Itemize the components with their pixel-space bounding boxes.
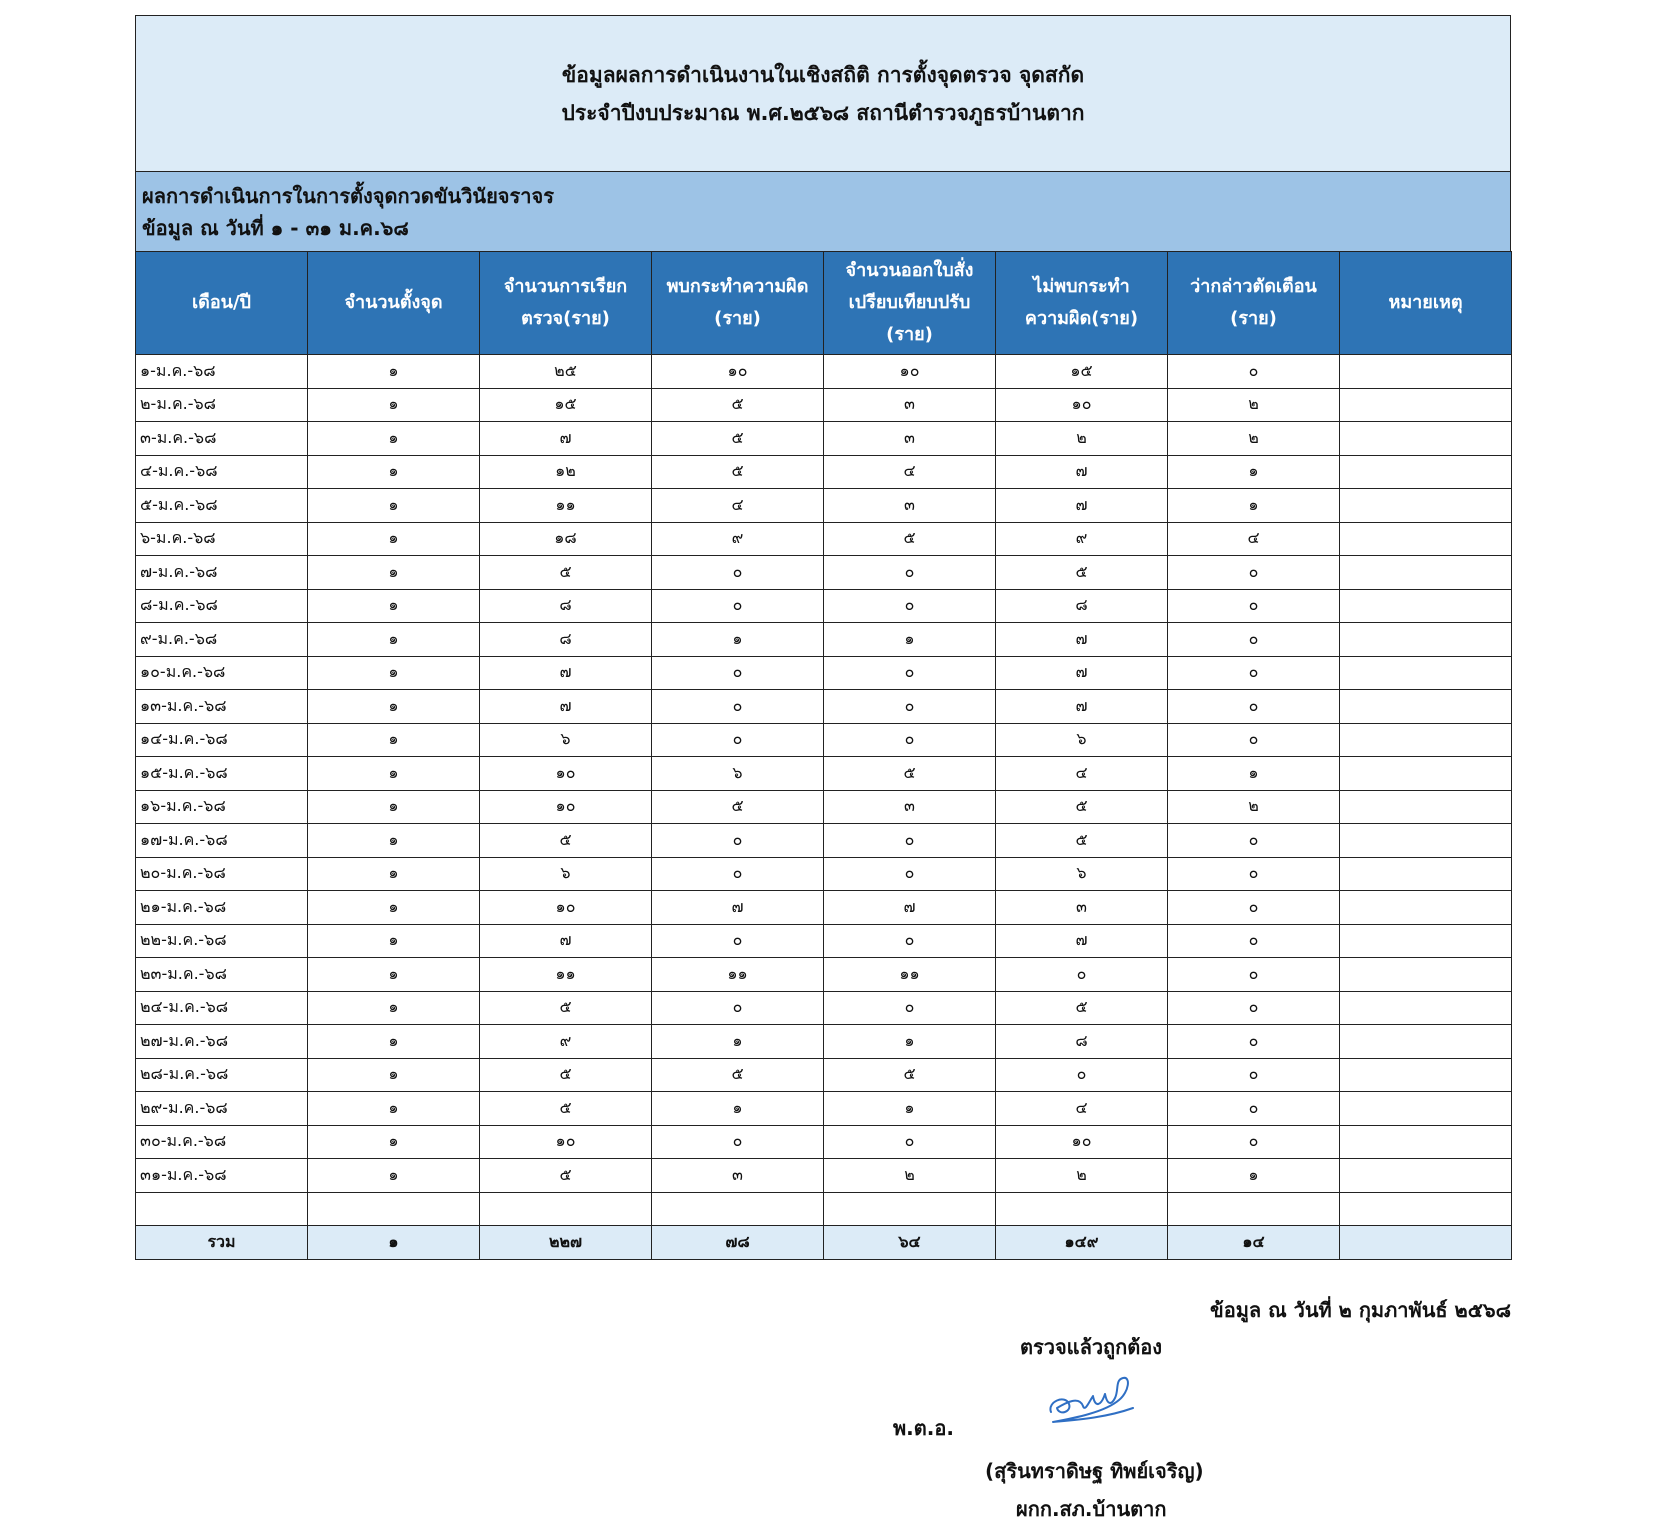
- table-cell: [1340, 522, 1512, 556]
- table-cell: ๑: [308, 522, 480, 556]
- table-cell: ๑: [308, 1025, 480, 1059]
- table-cell: ๑: [308, 656, 480, 690]
- table-cell: ๔: [824, 455, 996, 489]
- subheading-line-2: ข้อมูล ณ วันที่ ๑ - ๓๑ ม.ค.๖๘: [142, 216, 409, 240]
- table-cell: ๑: [308, 556, 480, 590]
- table-cell: ๓: [996, 891, 1168, 925]
- date-cell: ๑๗-ม.ค.-๖๘: [136, 824, 308, 858]
- table-cell: ๓: [824, 422, 996, 456]
- table-cell: ๒๕: [480, 355, 652, 389]
- table-cell: ๘: [996, 589, 1168, 623]
- date-cell: ๙-ม.ค.-๖๘: [136, 623, 308, 657]
- total-cell: ๑: [308, 1226, 480, 1260]
- date-cell: ๒๐-ม.ค.-๖๘: [136, 857, 308, 891]
- table-cell: [1340, 690, 1512, 724]
- column-header: [1168, 252, 1340, 355]
- date-cell: ๒๓-ม.ค.-๖๘: [136, 958, 308, 992]
- table-cell: ๐: [652, 924, 824, 958]
- column-header: [652, 252, 824, 355]
- date-cell: ๖-ม.ค.-๖๘: [136, 522, 308, 556]
- table-row: [136, 489, 1512, 523]
- table-cell: ๑: [1168, 1159, 1340, 1193]
- table-cell: ๑๕: [480, 388, 652, 422]
- table-cell: ๑: [308, 690, 480, 724]
- table-cell: ๐: [1168, 1092, 1340, 1126]
- column-header-line: ว่ากล่าวตัดเตือน: [1190, 276, 1317, 297]
- table-cell: ๕: [824, 1058, 996, 1092]
- table-cell: ๑: [308, 723, 480, 757]
- title-line-2: ประจำปีงบประมาณ พ.ศ.๒๕๖๘ สถานีตำรวจภูธรบ้านตาก: [561, 100, 1085, 125]
- table-cell: ๐: [824, 857, 996, 891]
- column-header-line: เดือน/ปี: [192, 292, 251, 313]
- table-cell: ๗: [480, 422, 652, 456]
- table-cell: ๒: [824, 1159, 996, 1193]
- table-cell: ๔: [996, 1092, 1168, 1126]
- column-header: [1340, 252, 1512, 355]
- date-cell: ๑-ม.ค.-๖๘: [136, 355, 308, 389]
- date-cell: ๘-ม.ค.-๖๘: [136, 589, 308, 623]
- table-cell: [824, 1192, 996, 1226]
- column-header-line: พบกระทำความผิด: [666, 276, 809, 297]
- statistics-table: [135, 251, 1512, 1260]
- table-cell: [1340, 623, 1512, 657]
- table-cell: [1340, 656, 1512, 690]
- table-cell: ๐: [1168, 690, 1340, 724]
- table-cell: ๖: [996, 723, 1168, 757]
- table-cell: ๑๐: [652, 355, 824, 389]
- table-cell: ๐: [1168, 1125, 1340, 1159]
- data-as-of-date: ข้อมูล ณ วันที่ ๒ กุมภาพันธ์ ๒๕๖๘: [1210, 1298, 1511, 1322]
- table-row: [136, 522, 1512, 556]
- table-cell: [1340, 824, 1512, 858]
- table-cell: [1340, 857, 1512, 891]
- header-row: [136, 252, 1512, 355]
- table-cell: ๗: [996, 623, 1168, 657]
- table-cell: ๓: [824, 790, 996, 824]
- table-cell: ๑๐: [996, 1125, 1168, 1159]
- table-cell: ๕: [652, 388, 824, 422]
- column-header-line: ตรวจ(ราย): [521, 308, 610, 329]
- table-cell: ๙: [996, 522, 1168, 556]
- table-cell: ๕: [480, 824, 652, 858]
- table-cell: ๖: [480, 723, 652, 757]
- table-cell: ๘: [996, 1025, 1168, 1059]
- column-header-line: จำนวนการเรียก: [503, 276, 628, 297]
- column-header-line: (ราย): [714, 308, 761, 329]
- date-cell: ๑๕-ม.ค.-๖๘: [136, 757, 308, 791]
- table-cell: ๕: [996, 824, 1168, 858]
- table-row: [136, 690, 1512, 724]
- table-row: [136, 388, 1512, 422]
- column-header: [308, 252, 480, 355]
- table-row: [136, 556, 1512, 590]
- table-cell: [1340, 924, 1512, 958]
- table-cell: ๑๑: [824, 958, 996, 992]
- table-cell: ๕: [480, 1092, 652, 1126]
- table-cell: ๑: [308, 924, 480, 958]
- total-cell: ๗๘: [652, 1226, 824, 1260]
- table-cell: ๑๐: [996, 388, 1168, 422]
- signer-position: ผกก.สภ.บ้านตาก: [1016, 1497, 1167, 1521]
- date-cell: ๑๐-ม.ค.-๖๘: [136, 656, 308, 690]
- date-cell: ๓๑-ม.ค.-๖๘: [136, 1159, 308, 1193]
- table-cell: ๖: [652, 757, 824, 791]
- table-cell: ๙: [652, 522, 824, 556]
- table-cell: ๕: [824, 522, 996, 556]
- table-cell: ๐: [652, 690, 824, 724]
- table-cell: ๑: [308, 757, 480, 791]
- table-cell: [1340, 790, 1512, 824]
- column-header-line: ไม่พบกระทำ: [1033, 276, 1130, 297]
- table-cell: ๐: [1168, 656, 1340, 690]
- column-header-line: ความผิด(ราย): [1024, 308, 1139, 329]
- table-cell: ๑: [308, 1092, 480, 1126]
- table-cell: ๒: [1168, 790, 1340, 824]
- table-cell: ๐: [996, 1058, 1168, 1092]
- table-cell: ๑๘: [480, 522, 652, 556]
- table-cell: [308, 1192, 480, 1226]
- date-cell: ๕-ม.ค.-๖๘: [136, 489, 308, 523]
- table-cell: [480, 1192, 652, 1226]
- table-cell: ๕: [480, 556, 652, 590]
- table-cell: ๑: [824, 1092, 996, 1126]
- table-cell: ๑: [308, 891, 480, 925]
- date-cell: ๗-ม.ค.-๖๘: [136, 556, 308, 590]
- table-cell: ๐: [1168, 1058, 1340, 1092]
- table-cell: [1340, 388, 1512, 422]
- table-cell: ๐: [1168, 556, 1340, 590]
- column-header: [824, 252, 996, 355]
- table-cell: ๐: [652, 824, 824, 858]
- table-cell: ๑: [308, 355, 480, 389]
- table-header: [136, 252, 1512, 355]
- table-cell: ๐: [1168, 891, 1340, 925]
- signature-mark: [1045, 1372, 1140, 1430]
- table-cell: ๑: [652, 1092, 824, 1126]
- table-cell: ๐: [824, 589, 996, 623]
- table-cell: ๐: [1168, 355, 1340, 389]
- table-cell: [1340, 556, 1512, 590]
- table-cell: ๐: [824, 991, 996, 1025]
- table-cell: ๒: [996, 1159, 1168, 1193]
- table-body: [136, 355, 1512, 1260]
- table-row: [136, 589, 1512, 623]
- table-cell: ๑๑: [652, 958, 824, 992]
- table-cell: [1340, 422, 1512, 456]
- table-cell: ๙: [480, 1025, 652, 1059]
- date-cell: ๒๑-ม.ค.-๖๘: [136, 891, 308, 925]
- column-header: [480, 252, 652, 355]
- table-cell: ๗: [996, 690, 1168, 724]
- table-cell: ๔: [996, 757, 1168, 791]
- table-cell: ๕: [652, 422, 824, 456]
- table-cell: ๐: [1168, 991, 1340, 1025]
- table-row: [136, 790, 1512, 824]
- table-cell: ๐: [1168, 857, 1340, 891]
- table-cell: ๑๑: [480, 958, 652, 992]
- report-title: [135, 15, 1511, 171]
- column-header: [996, 252, 1168, 355]
- table-cell: ๑๐: [824, 355, 996, 389]
- table-cell: ๗: [652, 891, 824, 925]
- table-cell: ๐: [1168, 924, 1340, 958]
- table-row: [136, 824, 1512, 858]
- table-cell: ๑: [652, 623, 824, 657]
- table-cell: ๕: [996, 790, 1168, 824]
- table-row: [136, 656, 1512, 690]
- table-row: [136, 1025, 1512, 1059]
- table-cell: ๐: [652, 556, 824, 590]
- column-header-line: จำนวนออกใบสั่ง: [845, 260, 974, 281]
- column-header-line: (ราย): [1230, 308, 1277, 329]
- table-cell: ๑: [308, 422, 480, 456]
- total-row: [136, 1226, 1512, 1260]
- column-header-line: จำนวนตั้งจุด: [344, 292, 443, 313]
- date-cell: ๑๓-ม.ค.-๖๘: [136, 690, 308, 724]
- total-cell: [1340, 1226, 1512, 1260]
- table-row: [136, 355, 1512, 389]
- date-cell: ๒๙-ม.ค.-๖๘: [136, 1092, 308, 1126]
- table-cell: ๕: [824, 757, 996, 791]
- table-row: [136, 1058, 1512, 1092]
- table-cell: [1340, 489, 1512, 523]
- table-cell: ๑: [308, 589, 480, 623]
- table-cell: ๒: [1168, 422, 1340, 456]
- table-cell: [1340, 723, 1512, 757]
- table-cell: ๐: [1168, 958, 1340, 992]
- table-cell: ๕: [480, 991, 652, 1025]
- table-cell: ๕: [996, 991, 1168, 1025]
- table-cell: ๗: [480, 690, 652, 724]
- table-cell: [996, 1192, 1168, 1226]
- table-cell: [1340, 355, 1512, 389]
- table-row: [136, 422, 1512, 456]
- table-cell: [1168, 1192, 1340, 1226]
- table-cell: ๑: [1168, 489, 1340, 523]
- table-cell: [1340, 1125, 1512, 1159]
- table-row: [136, 757, 1512, 791]
- table-cell: ๗: [480, 924, 652, 958]
- table-cell: ๘: [480, 589, 652, 623]
- title-line-1: ข้อมูลผลการดำเนินงานในเชิงสถิติ การตั้งจุดตรวจ จุดสกัด: [561, 62, 1085, 87]
- table-cell: ๕: [652, 790, 824, 824]
- table-cell: ๗: [996, 924, 1168, 958]
- table-cell: ๖: [480, 857, 652, 891]
- table-cell: [652, 1192, 824, 1226]
- total-cell: ๒๒๗: [480, 1226, 652, 1260]
- table-cell: ๐: [1168, 1025, 1340, 1059]
- table-cell: ๒: [1168, 388, 1340, 422]
- table-cell: ๑๐: [480, 790, 652, 824]
- table-cell: ๑: [308, 489, 480, 523]
- table-row: [136, 1159, 1512, 1193]
- table-cell: ๑: [824, 1025, 996, 1059]
- table-cell: ๐: [824, 924, 996, 958]
- signer-name: (สุรินทราดิษฐ ทิพย์เจริญ): [985, 1459, 1204, 1483]
- table-cell: ๑: [1168, 455, 1340, 489]
- table-cell: [1340, 1092, 1512, 1126]
- table-cell: ๑: [1168, 757, 1340, 791]
- table-cell: ๑๕: [996, 355, 1168, 389]
- table-cell: ๐: [824, 690, 996, 724]
- table-cell: ๐: [1168, 623, 1340, 657]
- table-cell: [1340, 1159, 1512, 1193]
- table-cell: ๐: [652, 589, 824, 623]
- table-row: [136, 991, 1512, 1025]
- table-cell: ๑: [308, 857, 480, 891]
- table-row: [136, 857, 1512, 891]
- table-cell: ๗: [996, 489, 1168, 523]
- date-cell: ๔-ม.ค.-๖๘: [136, 455, 308, 489]
- table-row: [136, 924, 1512, 958]
- subheading-line-1: ผลการดำเนินการในการตั้งจุดกวดขันวินัยจราจร: [142, 184, 554, 208]
- table-cell: ๕: [652, 455, 824, 489]
- table-cell: ๑๒: [480, 455, 652, 489]
- table-cell: ๑: [308, 388, 480, 422]
- table-cell: [1340, 455, 1512, 489]
- table-cell: ๑: [308, 1125, 480, 1159]
- table-cell: ๔: [652, 489, 824, 523]
- total-label: รวม: [136, 1226, 308, 1260]
- date-cell: ๒๔-ม.ค.-๖๘: [136, 991, 308, 1025]
- table-cell: ๑: [308, 958, 480, 992]
- table-cell: ๐: [1168, 824, 1340, 858]
- table-cell: ๑: [652, 1025, 824, 1059]
- column-header: [136, 252, 308, 355]
- table-cell: ๑: [308, 790, 480, 824]
- table-cell: ๕: [480, 1058, 652, 1092]
- date-cell: ๒๒-ม.ค.-๖๘: [136, 924, 308, 958]
- column-header-line: หมายเหตุ: [1388, 292, 1463, 313]
- table-cell: ๗: [996, 656, 1168, 690]
- table-cell: [1340, 589, 1512, 623]
- table-cell: ๐: [824, 656, 996, 690]
- table-cell: ๕: [652, 1058, 824, 1092]
- table-cell: ๐: [824, 556, 996, 590]
- column-header-line: (ราย): [886, 324, 933, 345]
- table-cell: ๐: [652, 656, 824, 690]
- date-cell: ๒๘-ม.ค.-๖๘: [136, 1058, 308, 1092]
- column-header-line: เปรียบเทียบปรับ: [848, 292, 971, 313]
- table-cell: [1340, 1058, 1512, 1092]
- date-cell: ๒๗-ม.ค.-๖๘: [136, 1025, 308, 1059]
- date-cell: ๑๔-ม.ค.-๖๘: [136, 723, 308, 757]
- table-cell: ๑๐: [480, 1125, 652, 1159]
- table-cell: ๕: [996, 556, 1168, 590]
- table-cell: ๐: [652, 1125, 824, 1159]
- date-cell: ๑๖-ม.ค.-๖๘: [136, 790, 308, 824]
- table-cell: ๐: [652, 723, 824, 757]
- table-cell: ๐: [1168, 589, 1340, 623]
- table-cell: ๓: [652, 1159, 824, 1193]
- table-cell: ๑: [308, 1159, 480, 1193]
- table-cell: ๑: [308, 1058, 480, 1092]
- table-row: [136, 1092, 1512, 1126]
- table-cell: ๒: [996, 422, 1168, 456]
- table-cell: ๐: [652, 991, 824, 1025]
- date-cell: ๒-ม.ค.-๖๘: [136, 388, 308, 422]
- table-cell: ๑๐: [480, 757, 652, 791]
- table-cell: ๘: [480, 623, 652, 657]
- table-row: [136, 958, 1512, 992]
- signer-rank: พ.ต.อ.: [893, 1416, 954, 1440]
- table-cell: [1340, 1025, 1512, 1059]
- table-cell: [1340, 958, 1512, 992]
- table-row: [136, 891, 1512, 925]
- table-cell: ๗: [996, 455, 1168, 489]
- table-cell: ๑: [308, 824, 480, 858]
- total-cell: ๖๔: [824, 1226, 996, 1260]
- table-row: [136, 1192, 1512, 1226]
- table-cell: ๓: [824, 388, 996, 422]
- table-cell: ๑: [308, 455, 480, 489]
- table-cell: ๑: [824, 623, 996, 657]
- verified-label: ตรวจแล้วถูกต้อง: [1020, 1335, 1163, 1359]
- table-cell: ๐: [824, 824, 996, 858]
- table-cell: ๑๐: [480, 891, 652, 925]
- table-cell: ๓: [824, 489, 996, 523]
- table-row: [136, 723, 1512, 757]
- table-cell: ๐: [1168, 723, 1340, 757]
- table-cell: ๑: [308, 991, 480, 1025]
- section-heading: [135, 171, 1511, 251]
- table-cell: ๗: [480, 656, 652, 690]
- table-cell: ๑๑: [480, 489, 652, 523]
- total-cell: ๑๔: [1168, 1226, 1340, 1260]
- table-cell: ๕: [480, 1159, 652, 1193]
- table-row: [136, 1125, 1512, 1159]
- table-row: [136, 455, 1512, 489]
- table-cell: [1340, 991, 1512, 1025]
- total-cell: ๑๔๙: [996, 1226, 1168, 1260]
- table-cell: ๐: [996, 958, 1168, 992]
- table-cell: [1340, 757, 1512, 791]
- table-cell: ๐: [824, 723, 996, 757]
- report-sheet: [135, 15, 1511, 1260]
- table-cell: [1340, 1192, 1512, 1226]
- table-cell: ๔: [1168, 522, 1340, 556]
- date-cell: ๓๐-ม.ค.-๖๘: [136, 1125, 308, 1159]
- table-cell: [1340, 891, 1512, 925]
- table-cell: ๐: [652, 857, 824, 891]
- table-row: [136, 623, 1512, 657]
- table-cell: ๖: [996, 857, 1168, 891]
- table-cell: ๑: [308, 623, 480, 657]
- date-cell: ๓-ม.ค.-๖๘: [136, 422, 308, 456]
- table-cell: ๗: [824, 891, 996, 925]
- date-cell: [136, 1192, 308, 1226]
- table-cell: ๐: [824, 1125, 996, 1159]
